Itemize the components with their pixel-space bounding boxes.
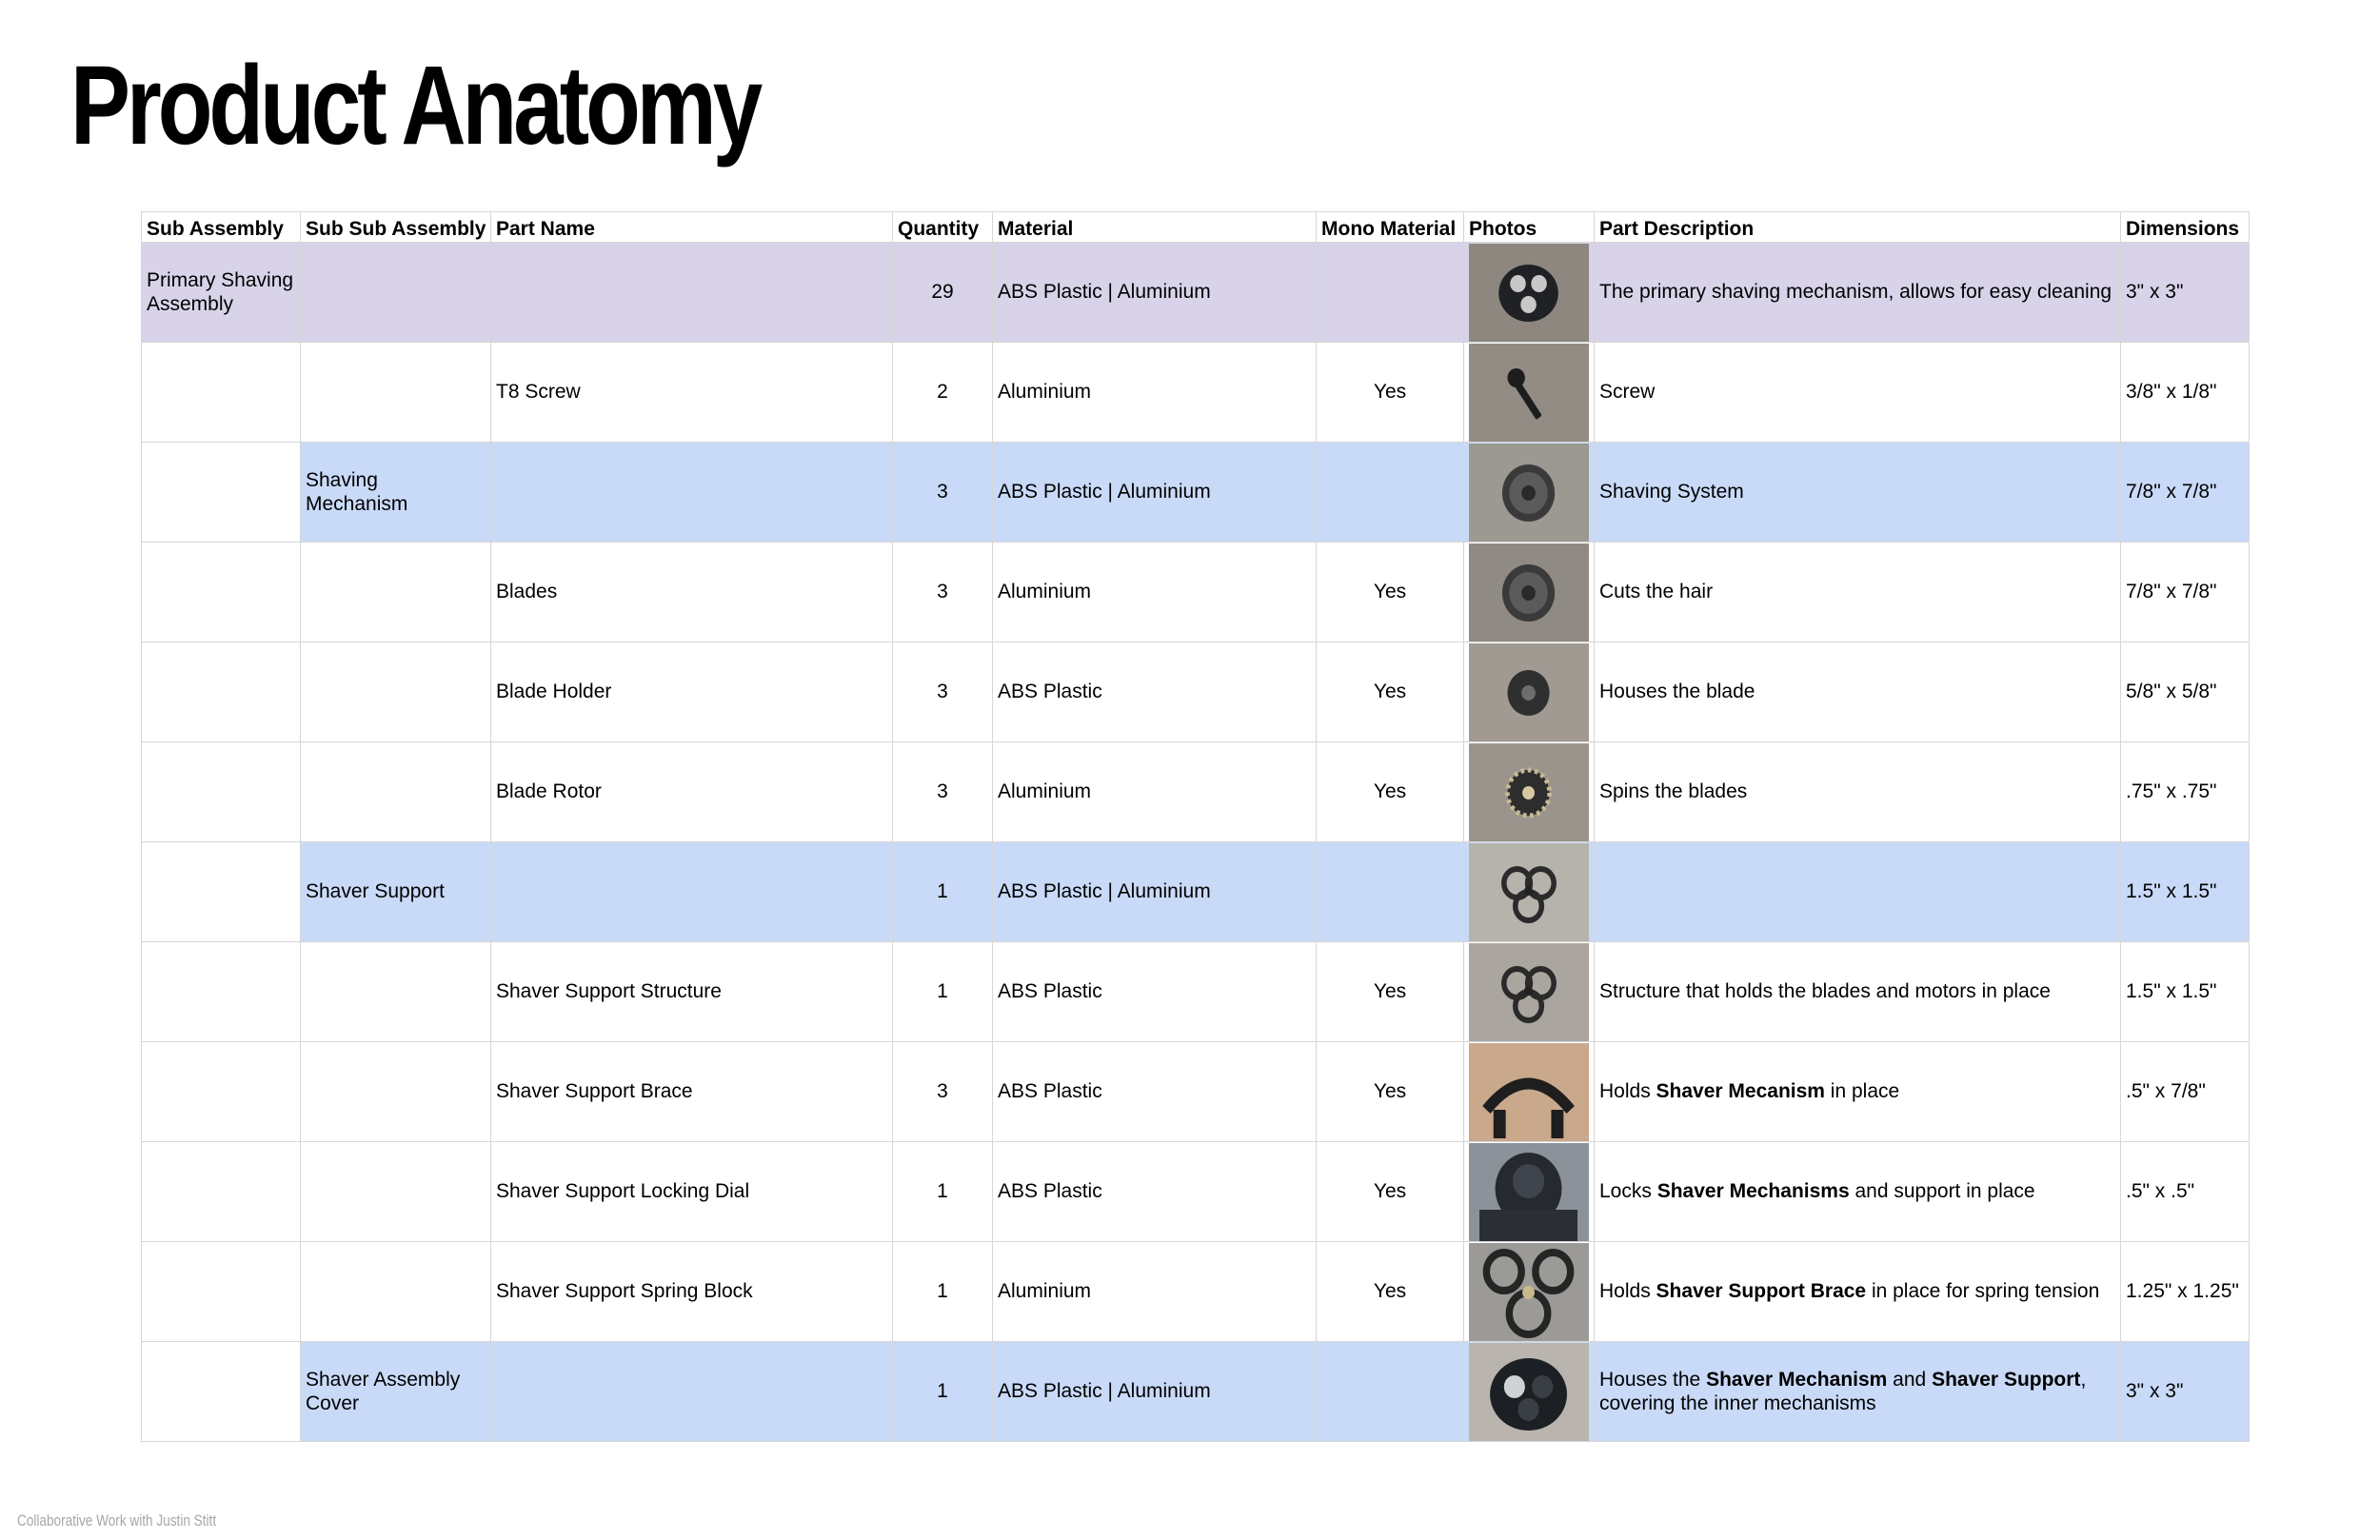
- material-cell: ABS Plastic | Aluminium: [993, 1342, 1317, 1442]
- description-bold-text: Shaver Support: [1932, 1368, 2081, 1391]
- dimensions-cell: 3/8" x 1/8": [2121, 343, 2250, 443]
- dimensions-cell: 1.5" x 1.5": [2121, 842, 2250, 942]
- header-row: [142, 212, 2250, 243]
- mono-material-cell: Yes: [1317, 942, 1464, 1042]
- sub-sub-assembly-cell: [301, 1142, 491, 1242]
- header-mono-material: Mono Material: [1317, 212, 1464, 243]
- description-bold-text: Shaver Mecanism: [1656, 1080, 1825, 1103]
- sub-assembly-cell: [142, 1042, 301, 1142]
- part-name-cell: [491, 842, 893, 942]
- mono-material-cell: [1317, 243, 1464, 343]
- mono-material-cell: Yes: [1317, 742, 1464, 842]
- mono-material-cell: Yes: [1317, 1242, 1464, 1342]
- material-cell: ABS Plastic: [993, 942, 1317, 1042]
- part-name-cell: Blade Holder: [491, 642, 893, 742]
- mono-material-cell: Yes: [1317, 1142, 1464, 1242]
- shaver-support-structure-photo: [1464, 942, 1595, 1042]
- material-cell: Aluminium: [993, 1242, 1317, 1342]
- sub-assembly-cell: [142, 642, 301, 742]
- part-name-cell: T8 Screw: [491, 343, 893, 443]
- table-row: [142, 642, 2250, 742]
- material-cell: ABS Plastic | Aluminium: [993, 842, 1317, 942]
- table-row: [142, 443, 2250, 543]
- part-name-cell: Blade Rotor: [491, 742, 893, 842]
- table-row: [142, 842, 2250, 942]
- sub-sub-assembly-cell: [301, 243, 491, 343]
- header-part-name: Part Name: [491, 212, 893, 243]
- material-cell: ABS Plastic: [993, 642, 1317, 742]
- sub-sub-assembly-cell: [301, 543, 491, 642]
- sub-sub-assembly-cell: [301, 642, 491, 742]
- quantity-cell: 1: [893, 1142, 993, 1242]
- quantity-cell: 1: [893, 842, 993, 942]
- product-anatomy-table: [141, 211, 2250, 1442]
- sub-assembly-cell: [142, 543, 301, 642]
- description-text: and: [1887, 1368, 1933, 1391]
- table-row: [142, 742, 2250, 842]
- description-text: Houses the: [1599, 1368, 1707, 1391]
- description-bold-text: Shaver Mechanism: [1706, 1368, 1888, 1391]
- part-name-cell: [491, 1342, 893, 1442]
- part-name-cell: Blades: [491, 543, 893, 642]
- table-body: [142, 243, 2250, 1442]
- part-description-cell: [1595, 443, 2121, 543]
- quantity-cell: 29: [893, 243, 993, 343]
- shaving-mechanism-photo: [1464, 443, 1595, 543]
- part-description-cell: [1595, 742, 2121, 842]
- description-text: The primary shaving mechanism, allows for easy cleaning: [1599, 281, 2112, 304]
- description-text: Structure that holds the blades and motors in place: [1599, 980, 2051, 1003]
- part-name-cell: [491, 443, 893, 543]
- part-name-cell: Shaver Support Locking Dial: [491, 1142, 893, 1242]
- quantity-cell: 2: [893, 343, 993, 443]
- dimensions-cell: 3" x 3": [2121, 243, 2250, 343]
- part-description-cell: [1595, 543, 2121, 642]
- sub-sub-assembly-cell: Shaver Assembly Cover: [301, 1342, 491, 1442]
- material-cell: Aluminium: [993, 343, 1317, 443]
- dimensions-cell: .5" x 7/8": [2121, 1042, 2250, 1142]
- table-row: [142, 1342, 2250, 1442]
- primary-shaving-assembly-photo: [1464, 243, 1595, 343]
- part-name-cell: Shaver Support Spring Block: [491, 1242, 893, 1342]
- sub-assembly-cell: [142, 1142, 301, 1242]
- mono-material-cell: Yes: [1317, 543, 1464, 642]
- header-material: Material: [993, 212, 1317, 243]
- quantity-cell: 1: [893, 942, 993, 1042]
- sub-assembly-cell: [142, 742, 301, 842]
- material-cell: ABS Plastic: [993, 1042, 1317, 1142]
- table-row: [142, 243, 2250, 343]
- dimensions-cell: .5" x .5": [2121, 1142, 2250, 1242]
- material-cell: Aluminium: [993, 543, 1317, 642]
- sub-sub-assembly-cell: [301, 1242, 491, 1342]
- material-cell: ABS Plastic: [993, 1142, 1317, 1242]
- description-text: Holds: [1599, 1080, 1656, 1103]
- dimensions-cell: 7/8" x 7/8": [2121, 443, 2250, 543]
- part-name-cell: Shaver Support Structure: [491, 942, 893, 1042]
- dimensions-cell: .75" x .75": [2121, 742, 2250, 842]
- material-cell: Aluminium: [993, 742, 1317, 842]
- sub-assembly-cell: [142, 842, 301, 942]
- part-description-cell: [1595, 642, 2121, 742]
- sub-assembly-cell: [142, 443, 301, 543]
- mono-material-cell: Yes: [1317, 1042, 1464, 1142]
- description-text: , covering the inner mechanisms: [1599, 1368, 2087, 1414]
- quantity-cell: 3: [893, 742, 993, 842]
- sub-sub-assembly-cell: [301, 742, 491, 842]
- header-quantity: Quantity: [893, 212, 993, 243]
- description-bold-text: Shaver Support Brace: [1656, 1280, 1867, 1303]
- dimensions-cell: 1.25" x 1.25": [2121, 1242, 2250, 1342]
- dimensions-cell: 1.5" x 1.5": [2121, 942, 2250, 1042]
- material-cell: ABS Plastic | Aluminium: [993, 443, 1317, 543]
- description-text: Screw: [1599, 381, 1656, 404]
- description-text: Spins the blades: [1599, 780, 1748, 803]
- table-row: [142, 1242, 2250, 1342]
- sub-sub-assembly-cell: [301, 343, 491, 443]
- quantity-cell: 3: [893, 1042, 993, 1142]
- header-part-description: Part Description: [1595, 212, 2121, 243]
- spring-block-photo: [1464, 1242, 1595, 1342]
- description-text: in place: [1824, 1080, 1900, 1103]
- header-sub-assembly: Sub Assembly: [142, 212, 301, 243]
- part-description-cell: [1595, 1242, 2121, 1342]
- quantity-cell: 1: [893, 1242, 993, 1342]
- shaver-assembly-cover-photo: [1464, 1342, 1595, 1442]
- material-cell: ABS Plastic | Aluminium: [993, 243, 1317, 343]
- part-description-cell: [1595, 842, 2121, 942]
- description-text: Holds: [1599, 1280, 1656, 1303]
- description-bold-text: Shaver Mechanisms: [1656, 1180, 1850, 1203]
- shaver-support-photo: [1464, 842, 1595, 942]
- sub-assembly-cell: Primary Shaving Assembly: [142, 243, 301, 343]
- mono-material-cell: [1317, 842, 1464, 942]
- sub-sub-assembly-cell: [301, 942, 491, 1042]
- shaver-support-brace-photo: [1464, 1042, 1595, 1142]
- part-description-cell: [1595, 942, 2121, 1042]
- part-name-cell: [491, 243, 893, 343]
- description-text: Locks: [1599, 1180, 1657, 1203]
- part-description-cell: [1595, 1342, 2121, 1442]
- mono-material-cell: Yes: [1317, 343, 1464, 443]
- table-row: [142, 942, 2250, 1042]
- dimensions-cell: 7/8" x 7/8": [2121, 543, 2250, 642]
- description-text: Houses the blade: [1599, 681, 1755, 703]
- footer-credit: Collaborative Work with Justin Stitt: [17, 1511, 217, 1530]
- sub-assembly-cell: [142, 1242, 301, 1342]
- header-dimensions: Dimensions: [2121, 212, 2250, 243]
- table-row: [142, 1142, 2250, 1242]
- locking-dial-photo: [1464, 1142, 1595, 1242]
- page-title: Product Anatomy: [70, 43, 760, 168]
- mono-material-cell: Yes: [1317, 642, 1464, 742]
- description-text: Shaving System: [1599, 481, 1744, 503]
- sub-sub-assembly-cell: Shaving Mechanism: [301, 443, 491, 543]
- table-row: [142, 543, 2250, 642]
- mono-material-cell: [1317, 1342, 1464, 1442]
- sub-assembly-cell: [142, 942, 301, 1042]
- table-row: [142, 343, 2250, 443]
- mono-material-cell: [1317, 443, 1464, 543]
- sub-sub-assembly-cell: Shaver Support: [301, 842, 491, 942]
- part-description-cell: [1595, 243, 2121, 343]
- quantity-cell: 3: [893, 443, 993, 543]
- description-text: in place for spring tension: [1866, 1280, 2100, 1303]
- blade-rotor-photo: [1464, 742, 1595, 842]
- description-text: Cuts the hair: [1599, 581, 1714, 603]
- part-description-cell: [1595, 1142, 2121, 1242]
- dimensions-cell: 3" x 3": [2121, 1342, 2250, 1442]
- blades-photo: [1464, 543, 1595, 642]
- quantity-cell: 3: [893, 642, 993, 742]
- part-description-cell: [1595, 343, 2121, 443]
- screw-photo: [1464, 343, 1595, 443]
- table-row: [142, 1042, 2250, 1142]
- sub-sub-assembly-cell: [301, 1042, 491, 1142]
- header-photos: Photos: [1464, 212, 1595, 243]
- part-description-cell: [1595, 1042, 2121, 1142]
- quantity-cell: 1: [893, 1342, 993, 1442]
- part-name-cell: Shaver Support Brace: [491, 1042, 893, 1142]
- description-text: and support in place: [1849, 1180, 2035, 1203]
- sub-assembly-cell: [142, 1342, 301, 1442]
- quantity-cell: 3: [893, 543, 993, 642]
- header-sub-sub-assembly: Sub Sub Assembly: [301, 212, 491, 243]
- dimensions-cell: 5/8" x 5/8": [2121, 642, 2250, 742]
- blade-holder-photo: [1464, 642, 1595, 742]
- sub-assembly-cell: [142, 343, 301, 443]
